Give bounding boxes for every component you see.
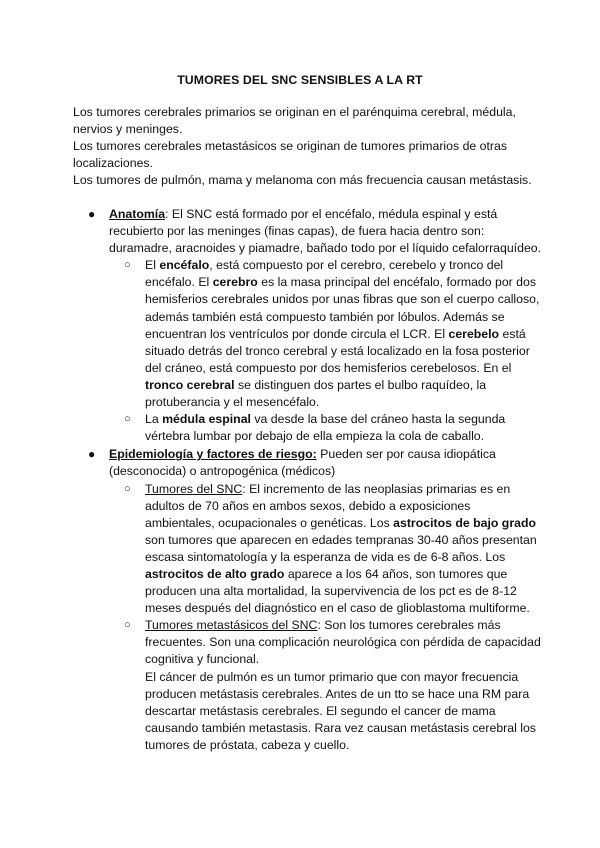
list-item-epidemiologia (73, 446, 543, 754)
epidemiologia-text: Pueden ser por causa idiopática (desconocida) o antropogénica (médicos) (109, 447, 496, 479)
bullet-icon: ● (88, 447, 96, 462)
bullet-icon: ● (88, 207, 96, 221)
circle-bullet-icon: ○ (124, 259, 131, 272)
intro-section (73, 104, 543, 189)
circle-bullet-icon: ○ (124, 619, 131, 632)
epidemiologia-sublist (109, 481, 543, 755)
intro-paragraph-frequency: Los tumores de pulmón, mama y melanoma con más frecuencia causan metástasis. (73, 173, 532, 188)
anatomia-text: : El SNC está formado por el encéfalo, médula espinal y está recubierto por las meninges (finas capas), de fuera hacia dentro son: duramadre, aracnoides y piamadre, bañado todo por el líquido cefalorraquídeo. (109, 207, 542, 256)
anatomia-sublist (109, 257, 543, 445)
circle-bullet-icon: ○ (124, 413, 131, 426)
list-item-anatomia (73, 206, 543, 445)
sublist-item-tumores-metastasicos: ○ Tumores metastásicos del SNC: Son los tumores cerebrales más frecuentes. Son una complicación neurológica con pérdida de capacidad cognitiva y funcional. El cáncer de pulmón es un tumor primario que con mayor frecuencia producen metástasis cerebrales. Antes de un tto se hace una RM para descartar metástasis cerebrales. El segundo el cancer de mama causando también metastasis. Rara vez causan metástasis cerebral los tumores de próstata, cabeza y cuello. (124, 618, 541, 752)
document-title: TUMORES DEL SNC SENSIBLES A LA RT (177, 73, 423, 87)
sublist-item-medula: ○ La médula espinal va desde la base del cráneo hasta la segunda vértebra lumbar por debajo de ella empieza la cola de caballo. (124, 412, 506, 444)
circle-bullet-icon: ○ (124, 482, 131, 495)
sublist-item-encefalo: ○ El encéfalo, está compuesto por el cerebro, cerebelo y tronco del encéfalo. El cerebro es la masa principal del encéfalo, formado por dos hemisferios cerebrales unidos por unas fibras que son el cuerpo calloso, además también está compuesto también por lóbulos. Además se encuentran los ventrículos por donde circula el LCR. El cerebelo está situado detrás del tronco cerebral y está localizado en la fosa posterior del cráneo, está compuesto por dos hemisferios cerebelosos. En el tronco cerebral se distinguen dos partes el bulbo raquídeo, la protuberancia y el mesencéfalo. (124, 258, 540, 410)
anatomia-heading: Anatomía (109, 207, 166, 221)
intro-paragraph-primary: Los tumores cerebrales primarios se originan en el parénquima cerebral, médula, nervios y meninges. (73, 105, 516, 137)
sublist-item-tumores-snc: ○ Tumores del SNC: El incremento de las neoplasias primarias es en adultos de 70 años en ambos sexos, debido a exposiciones ambientales, ocupacionales o genéticas. Los astrocitos de bajo grado son tumores que aparecen en edades tempranas 30-40 años presentan escasa sintomatología y la esperanza de vida es de 6-8 años. Los astrocitos de alto grado aparece a los 64 años, son tumores que producen una alta mortalidad, la supervivencia de los pct es de 8-12 meses después del diagnóstico en el caso de glioblastoma multiforme. (124, 481, 537, 616)
main-bullet-list (73, 206, 543, 755)
intro-paragraph-metastatic: Los tumores cerebrales metastásicos se originan de tumores primarios de otras localizaciones. (73, 139, 507, 171)
epidemiologia-heading: Epidemiología y factores de riesgo: (109, 447, 317, 462)
